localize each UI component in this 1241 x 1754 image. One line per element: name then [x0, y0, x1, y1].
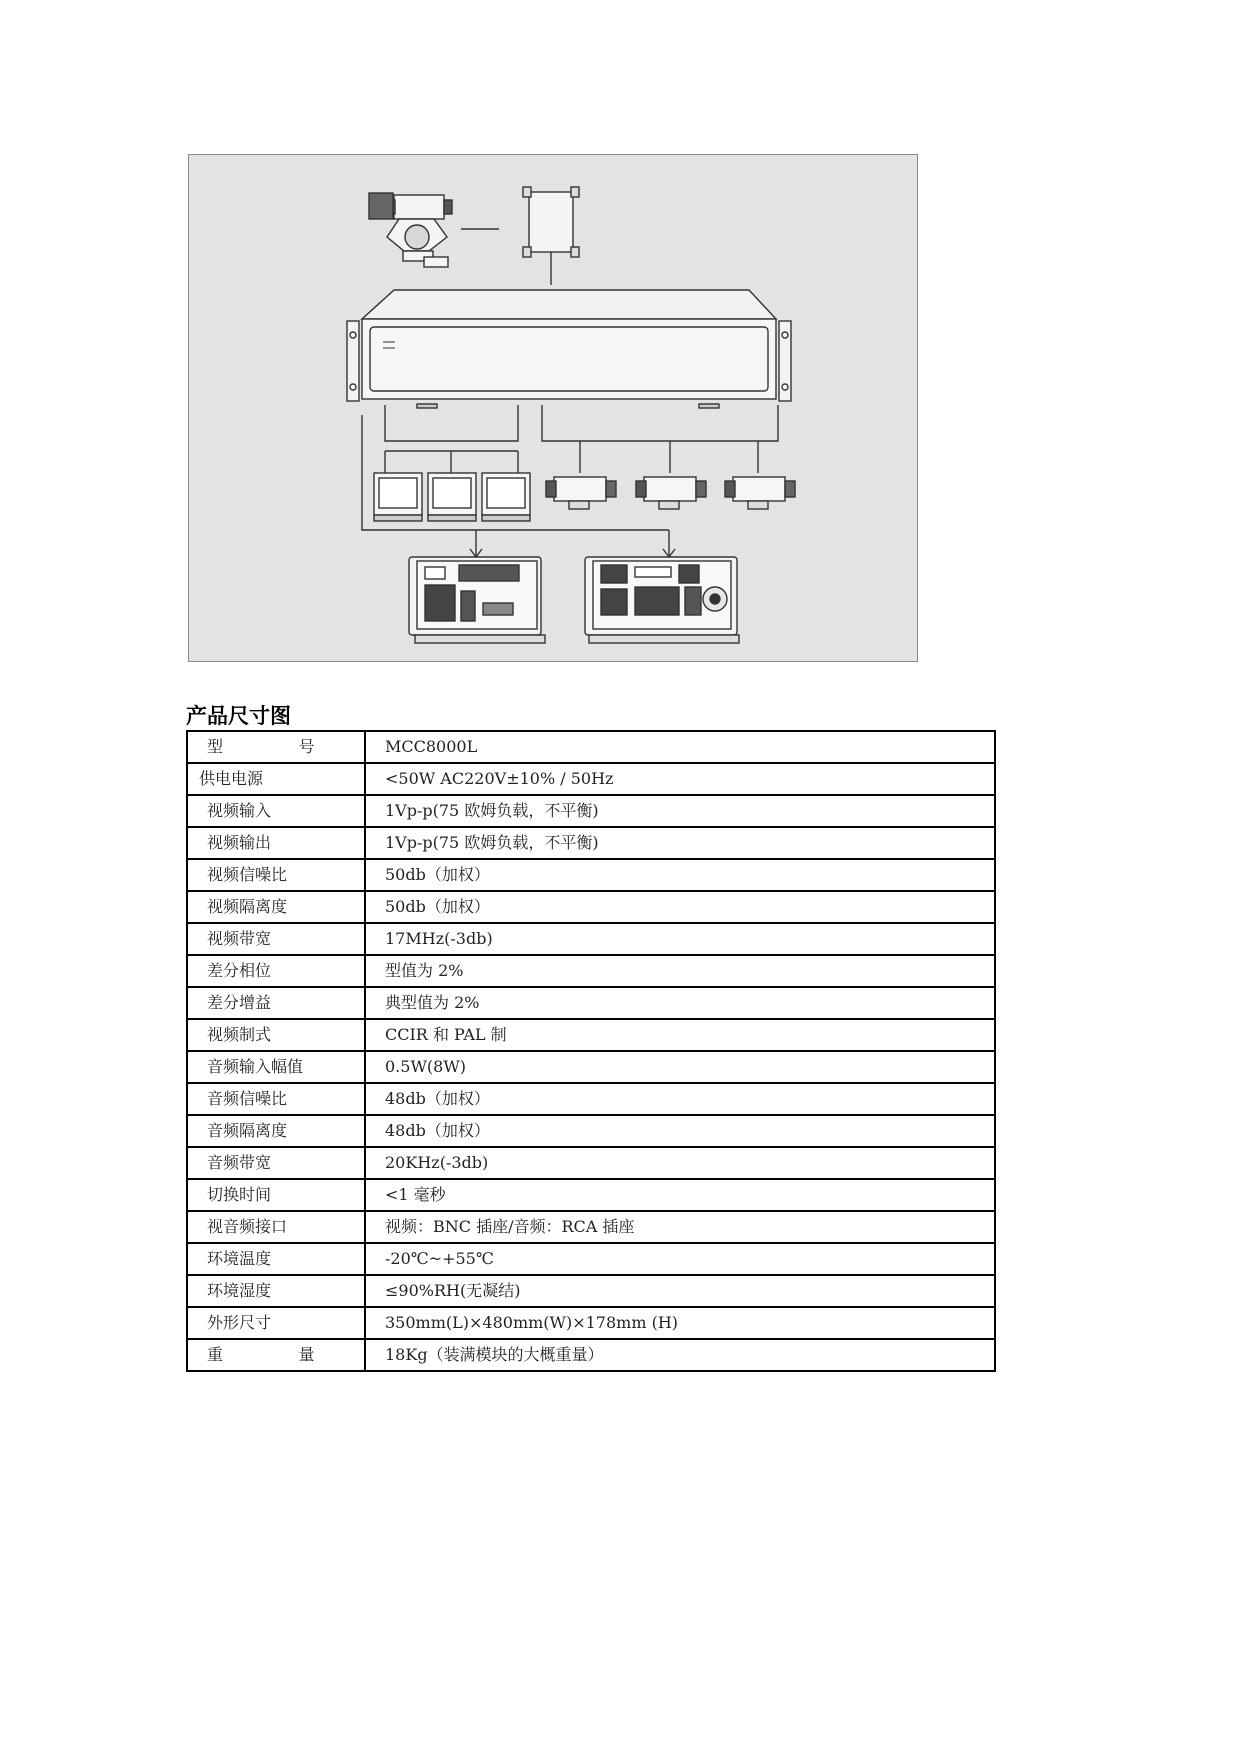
decoder-box-icon — [523, 187, 579, 257]
table-row — [187, 795, 995, 827]
control-keyboard-icon — [409, 557, 545, 643]
table-row — [187, 1307, 995, 1339]
spec-key: 视频信噪比 — [187, 859, 365, 891]
spec-key: 视频输入 — [187, 795, 365, 827]
spec-value: <1 毫秒 — [365, 1179, 995, 1211]
spec-key: 重 量 — [187, 1339, 365, 1371]
spec-value: 20KHz(-3db) — [365, 1147, 995, 1179]
table-row — [187, 827, 995, 859]
box-camera-icon — [546, 477, 795, 509]
table-row — [187, 1339, 995, 1371]
spec-value: 典型值为 2% — [365, 987, 995, 1019]
spec-value: 17MHz(-3db) — [365, 923, 995, 955]
spec-key: 视频隔离度 — [187, 891, 365, 923]
matrix-chassis-icon — [347, 290, 791, 408]
spec-value: MCC8000L — [365, 731, 995, 763]
spec-value: 视频：BNC 插座/音频：RCA 插座 — [365, 1211, 995, 1243]
spec-key: 差分增益 — [187, 987, 365, 1019]
spec-value: 0.5W(8W) — [365, 1051, 995, 1083]
spec-key: 外形尺寸 — [187, 1307, 365, 1339]
spec-value: 50db（加权） — [365, 859, 995, 891]
ptz-camera-icon — [369, 193, 452, 267]
spec-value: CCIR 和 PAL 制 — [365, 1019, 995, 1051]
spec-key: 供电电源 — [187, 763, 365, 795]
table-row — [187, 1083, 995, 1115]
spec-key: 音频带宽 — [187, 1147, 365, 1179]
spec-value: 50db（加权） — [365, 891, 995, 923]
system-diagram — [188, 154, 918, 662]
spec-key: 型 号 — [187, 731, 365, 763]
table-row — [187, 1019, 995, 1051]
table-row — [187, 1051, 995, 1083]
spec-value: 1Vp-p(75 欧姆负载，不平衡) — [365, 795, 995, 827]
section-title: 产品尺寸图 — [186, 704, 291, 728]
table-row — [187, 1147, 995, 1179]
spec-value: 18Kg（装满模块的大概重量） — [365, 1339, 995, 1371]
spec-value: 1Vp-p(75 欧姆负载，不平衡) — [365, 827, 995, 859]
table-row — [187, 1243, 995, 1275]
table-row — [187, 763, 995, 795]
spec-key: 视频输出 — [187, 827, 365, 859]
spec-key: 环境湿度 — [187, 1275, 365, 1307]
spec-value: ≤90%RH(无凝结) — [365, 1275, 995, 1307]
spec-key: 差分相位 — [187, 955, 365, 987]
table-row — [187, 1115, 995, 1147]
table-row — [187, 923, 995, 955]
control-keyboard-icon — [585, 557, 739, 643]
spec-key: 音频隔离度 — [187, 1115, 365, 1147]
spec-value: 48db（加权） — [365, 1083, 995, 1115]
monitor-icon — [374, 473, 530, 521]
spec-key: 音频输入幅值 — [187, 1051, 365, 1083]
spec-key: 视频制式 — [187, 1019, 365, 1051]
spec-key: 切换时间 — [187, 1179, 365, 1211]
table-row — [187, 731, 995, 763]
table-row — [187, 1179, 995, 1211]
table-row — [187, 987, 995, 1019]
table-row — [187, 955, 995, 987]
spec-value: <50W AC220V±10% / 50Hz — [365, 763, 995, 795]
spec-value: -20℃~+55℃ — [365, 1243, 995, 1275]
spec-key: 视音频接口 — [187, 1211, 365, 1243]
spec-value: 48db（加权） — [365, 1115, 995, 1147]
table-row — [187, 1275, 995, 1307]
table-row — [187, 859, 995, 891]
table-row — [187, 891, 995, 923]
spec-value: 型值为 2% — [365, 955, 995, 987]
spec-table — [186, 730, 996, 1372]
spec-key: 视频带宽 — [187, 923, 365, 955]
spec-key: 环境温度 — [187, 1243, 365, 1275]
table-row — [187, 1211, 995, 1243]
spec-value: 350mm(L)×480mm(W)×178mm (H) — [365, 1307, 995, 1339]
spec-key: 音频信噪比 — [187, 1083, 365, 1115]
